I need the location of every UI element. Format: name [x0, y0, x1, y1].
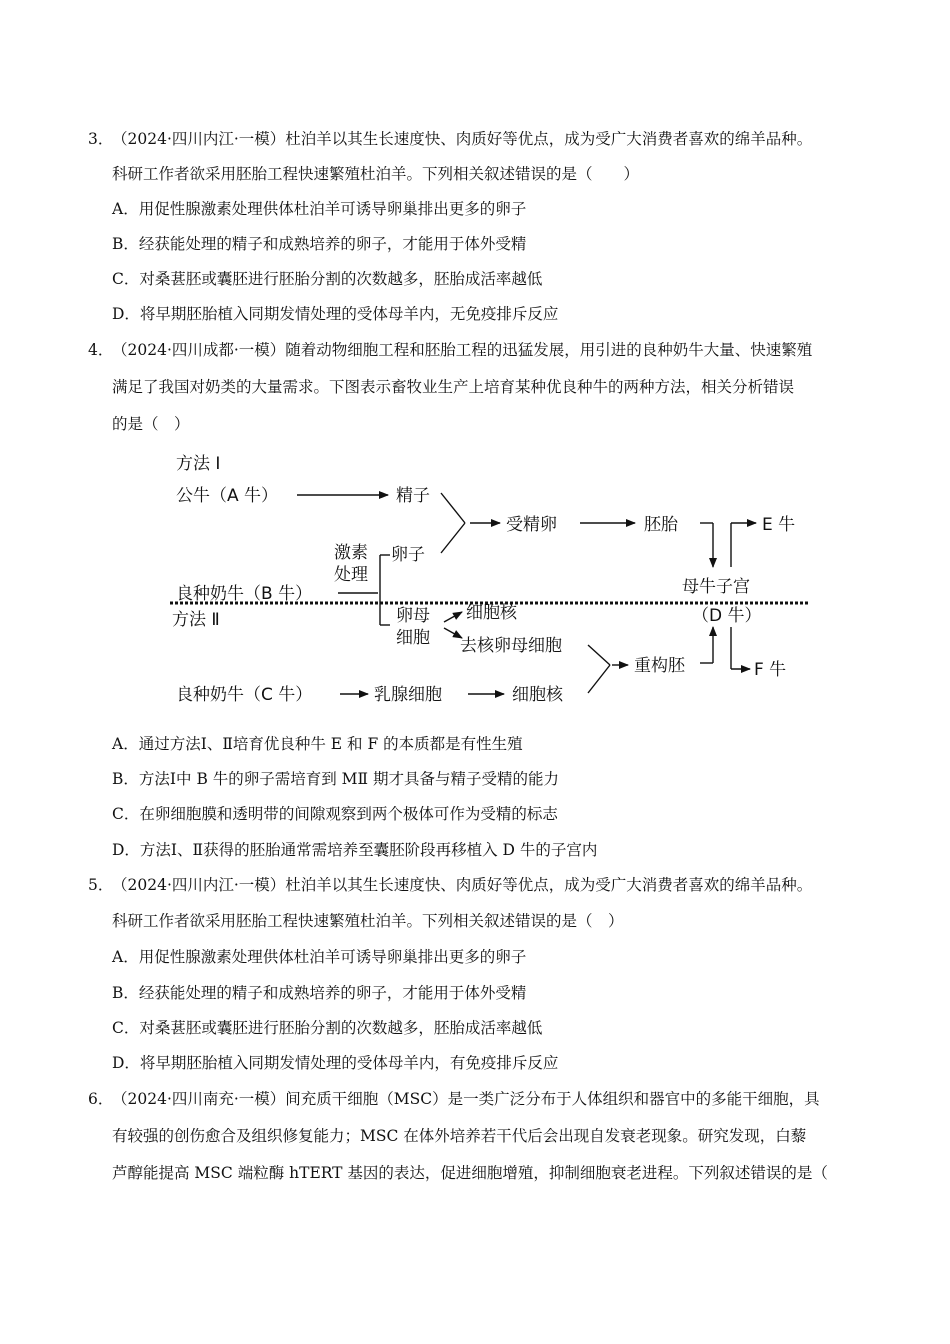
question-5-number: 5．	[88, 876, 114, 894]
bull-a-label: 公牛（A 牛）	[176, 486, 279, 506]
method-2-label: 方法 Ⅱ	[172, 610, 220, 630]
embryo-label: 胚胎	[644, 515, 678, 535]
question-4-option-a: A．通过方法Ⅰ、Ⅱ培育优良种牛 E 和 F 的本质都是有性生殖	[112, 735, 523, 753]
question-6-stem-line-2: 有较强的创伤愈合及组织修复能力；MSC 在体外培养若干代后会出现自发衰老现象。研究发现，白藜	[112, 1127, 807, 1145]
question-5-option-d: D．将早期胚胎植入同期发情处理的受体母羊内，有免疫排斥反应	[112, 1054, 559, 1072]
question-3-option-c: C．对桑葚胚或囊胚进行胚胎分割的次数越多，胚胎成活率越低	[112, 270, 543, 288]
question-3-option-a: A．用促性腺激素处理供体杜泊羊可诱导卵巢排出更多的卵子	[112, 200, 527, 218]
question-5-stem-line-2: 科研工作者欲采用胚胎工程快速繁殖杜泊羊。下列相关叙述错误的是（ ）	[112, 912, 624, 930]
mammary-cell-label: 乳腺细胞	[374, 685, 442, 705]
merge-line-sperm	[441, 493, 465, 523]
question-3-option-d: D．将早期胚胎植入同期发情处理的受体母羊内，无免疫排斥反应	[112, 305, 559, 323]
question-5-option-b: B．经获能处理的精子和成熟培养的卵子，才能用于体外受精	[112, 984, 527, 1002]
merge-line-egg	[441, 523, 465, 553]
reconstructed-embryo-label: 重构胚	[634, 656, 685, 676]
question-3-stem-line-2: 科研工作者欲采用胚胎工程快速繁殖杜泊羊。下列相关叙述错误的是（ ）	[112, 165, 640, 183]
merge-line-nucleus	[588, 665, 610, 693]
question-4-option-d: D．方法Ⅰ、Ⅱ获得的胚胎通常需培养至囊胚阶段再移植入 D 牛的子宫内	[112, 841, 598, 859]
question-3-option-b: B．经获能处理的精子和成熟培养的卵子，才能用于体外受精	[112, 235, 527, 253]
nucleus-2-label: 细胞核	[512, 685, 563, 705]
fertilized-egg-label: 受精卵	[506, 515, 557, 535]
mother-uterus-label: 母牛子宫	[682, 577, 750, 597]
question-4-number: 4．	[88, 341, 114, 359]
oocyte-label-2: 细胞	[396, 628, 430, 648]
arrow-to-nucleus	[444, 612, 462, 622]
question-5-option-a: A．用促性腺激素处理供体杜泊羊可诱导卵巢排出更多的卵子	[112, 948, 527, 966]
question-6-number: 6．	[88, 1090, 114, 1108]
merge-line-enucleated	[588, 645, 610, 665]
e-cattle-label: E 牛	[762, 515, 796, 535]
nucleus-label: 细胞核	[466, 603, 517, 623]
oocyte-label-1: 卵母	[396, 606, 430, 626]
question-3-number: 3．	[88, 130, 114, 148]
question-5-stem-line-1: （2024·四川内江·一模）杜泊羊以其生长速度快、肉质好等优点，成为受广大消费者喜欢的绵羊品种。	[112, 876, 813, 894]
question-5-option-c: C．对桑葚胚或囊胚进行胚胎分割的次数越多，胚胎成活率越低	[112, 1019, 543, 1037]
question-4-stem-line-1: （2024·四川成都·一模）随着动物细胞工程和胚胎工程的迅猛发展，用引进的良种奶牛大量、快速繁殖	[112, 341, 813, 359]
question-6-stem-line-3: 芦醇能提高 MSC 端粒酶 hTERT 基因的表达，促进细胞增殖，抑制细胞衰老进程。下列叙述错误的是（	[112, 1164, 828, 1182]
question-4-stem-line-3: 的是（ ）	[112, 415, 190, 433]
enucleated-oocyte-label: 去核卵母细胞	[460, 636, 562, 656]
hormone-label: 激素	[334, 543, 368, 563]
cow-b-label: 良种奶牛（B 牛）	[176, 584, 313, 604]
question-4-stem-line-2: 满足了我国对奶类的大量需求。下图表示畜牧业生产上培育某种优良种牛的两种方法，相关分析错误	[112, 378, 795, 396]
method-1-label: 方法 Ⅰ	[176, 454, 221, 474]
breeding-methods-diagram	[160, 445, 820, 710]
treatment-label: 处理	[334, 565, 368, 585]
d-cattle-label: （D 牛）	[692, 606, 762, 626]
question-3-stem-line-1: （2024·四川内江·一模）杜泊羊以其生长速度快、肉质好等优点，成为受广大消费者喜欢的绵羊品种。	[112, 130, 813, 148]
question-4-option-c: C．在卵细胞膜和透明带的间隙观察到两个极体可作为受精的标志	[112, 805, 558, 823]
question-6-stem-line-1: （2024·四川南充·一模）间充质干细胞（MSC）是一类广泛分布于人体组织和器官中的多能干细胞，具	[112, 1090, 820, 1108]
f-cattle-label: F 牛	[754, 660, 787, 680]
question-4-option-b: B．方法Ⅰ中 B 牛的卵子需培育到 MⅡ 期才具备与精子受精的能力	[112, 770, 560, 788]
cow-c-label: 良种奶牛（C 牛）	[176, 685, 313, 705]
sperm-label: 精子	[396, 486, 430, 506]
egg-label: 卵子	[391, 545, 425, 565]
